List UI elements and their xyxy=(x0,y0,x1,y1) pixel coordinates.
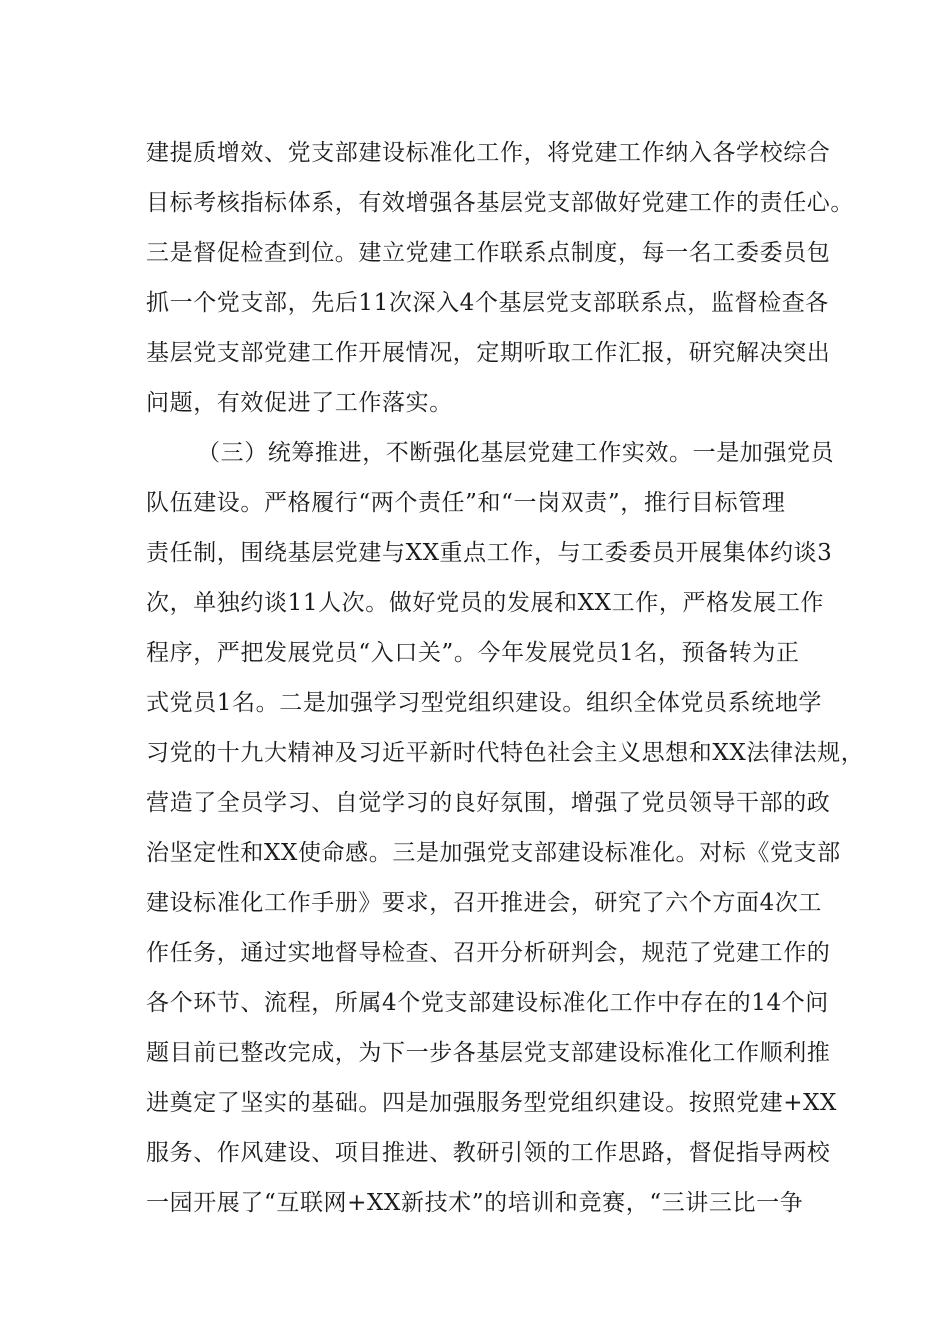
text-line: 建提质增效、党支部建设标准化工作，将党建工作纳入各学校综合 xyxy=(146,140,831,166)
text-line: 责任制，围绕基层党建与XX重点工作，与工委委员开展集体约谈3 xyxy=(146,540,833,566)
text-line: 治坚定性和XX使命感。三是加强党支部建设标准化。对标《党支部 xyxy=(146,840,841,866)
text-line: 问题，有效促进了工作落实。 xyxy=(146,390,453,416)
text-line: 目标考核指标体系，有效增强各基层党支部做好党建工作的责任心。 xyxy=(146,190,854,216)
text-line: 抓一个党支部，先后11次深入4个基层党支部联系点，监督检查各 xyxy=(146,290,829,316)
text-line: 建设标准化工作手册》要求，召开推进会，研究了六个方面4次工 xyxy=(146,890,823,916)
text-line: 题目前已整改完成，为下一步各基层党支部建设标准化工作顺利推 xyxy=(146,1040,831,1066)
text-line: 服务、作风建设、项目推进、教研引领的工作思路，督促指导两校 xyxy=(146,1140,831,1166)
text-line: 次，单独约谈11人次。做好党员的发展和XX工作，严格发展工作 xyxy=(146,590,825,616)
paragraph-heading-line: （三）统筹推进，不断强化基层党建工作实效。一是加强党员 xyxy=(197,440,835,466)
text-line: 基层党支部党建工作开展情况，定期听取工作汇报，研究解决突出 xyxy=(146,340,831,366)
text-line: 式党员1名。二是加强学习型党组织建设。组织全体党员系统地学 xyxy=(146,690,823,716)
text-line: 各个环节、流程，所属4个党支部建设标准化工作中存在的14个问 xyxy=(146,990,829,1016)
text-line: 程序，严把发展党员“入口关”。今年发展党员1名，预备转为正 xyxy=(146,640,800,666)
text-line: 营造了全员学习、自觉学习的良好氛围，增强了党员领导干部的政 xyxy=(146,790,831,816)
text-line: 习党的十九大精神及习近平新时代特色社会主义思想和XX法律法规， xyxy=(146,740,865,766)
text-line: 一园开展了“互联网+XX新技术”的培训和竞赛，“三讲三比一争 xyxy=(146,1190,804,1216)
text-line: 作任务，通过实地督导检查、召开分析研判会，规范了党建工作的 xyxy=(146,940,831,966)
text-line: 三是督促检查到位。建立党建工作联系点制度，每一名工委委员包 xyxy=(146,240,831,266)
text-line: 进奠定了坚实的基础。四是加强服务型党组织建设。按照党建+XX xyxy=(146,1090,838,1116)
text-line: 队伍建设。严格履行“两个责任”和“一岗双责”，推行目标管理 xyxy=(146,490,786,516)
